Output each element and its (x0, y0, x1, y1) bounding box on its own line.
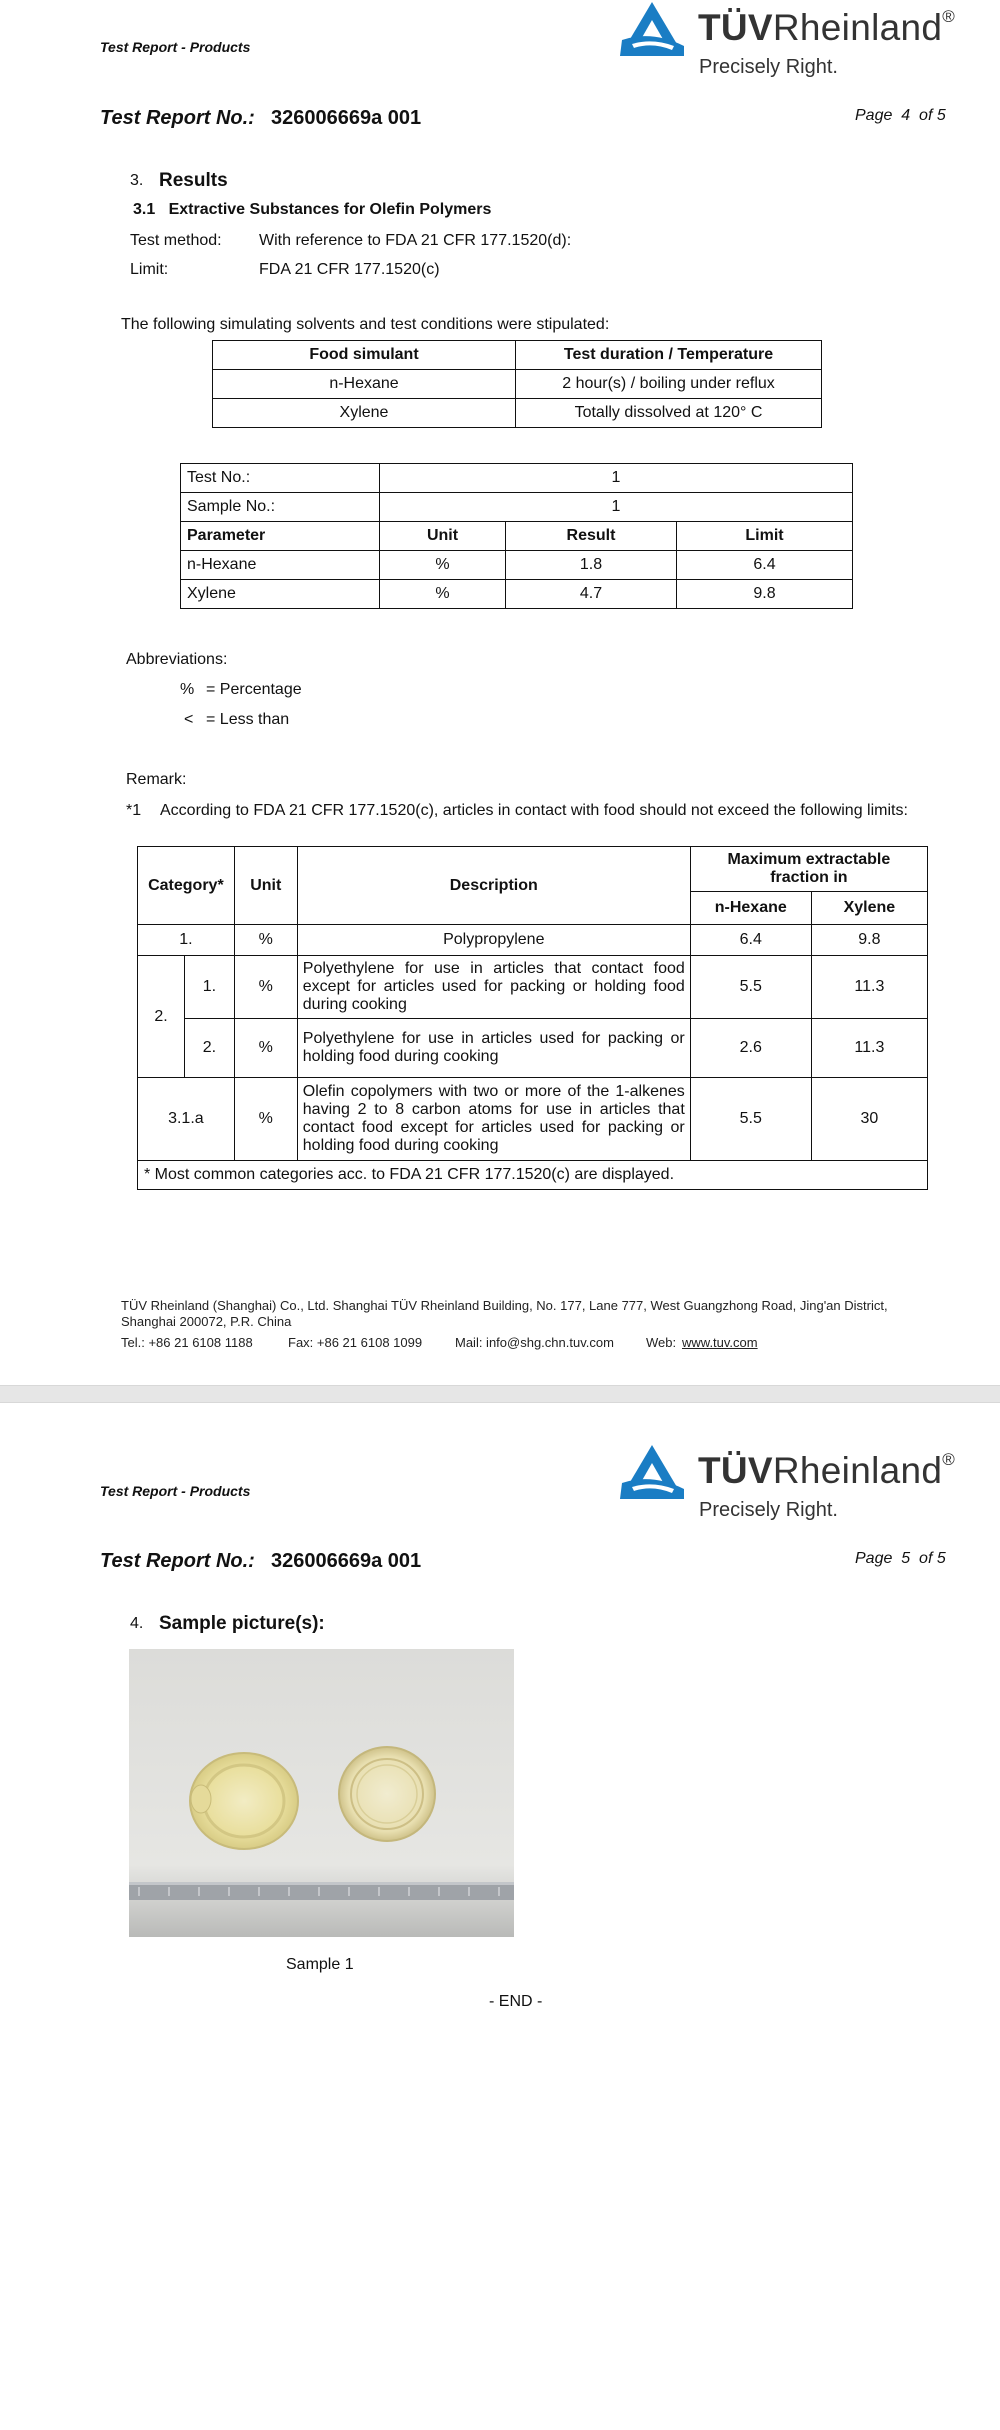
table-cell: 11.3 (811, 956, 927, 1019)
section-title: Sample picture(s): (159, 1613, 325, 1634)
tuv-triangle-logo-icon (618, 0, 686, 58)
table-row (213, 370, 822, 399)
tuv-triangle-logo-icon (618, 1443, 686, 1501)
table-cell: 2.6 (690, 1019, 811, 1078)
table-cell: 2 hour(s) / boiling under reflux (516, 370, 822, 399)
table-cell: n-Hexane (213, 370, 516, 399)
sample-photo-graphic (129, 1649, 514, 1937)
footer-address: TÜV Rheinland (Shanghai) Co., Ltd. Shanghai TÜV Rheinland Building, No. 177, Lane 777, West Guangzhong Road, Jing'an District, Shanghai 200072, P.R. China (121, 1298, 888, 1329)
section-number: 4. (130, 1615, 144, 1632)
table-cell: % (234, 925, 297, 956)
remark-title: Remark: (126, 771, 187, 788)
footer-web-label: Web: (646, 1335, 677, 1350)
conditions-intro: The following simulating solvents and test conditions were stipulated: (121, 316, 610, 333)
table-cell: 2. (138, 956, 185, 1078)
table-cell: 2. (185, 1019, 235, 1078)
remark-text: According to FDA 21 CFR 177.1520(c), articles in contact with food should not exceed the following limits: (160, 802, 908, 819)
brand-bold: TÜV (698, 7, 773, 48)
table-cell: n-Hexane (181, 551, 380, 580)
table-row (138, 956, 928, 1019)
table-header-row (181, 522, 853, 551)
table-cell: Totally dissolved at 120° C (516, 399, 822, 428)
col-header: Parameter (181, 522, 380, 551)
table-row (138, 1161, 928, 1190)
test-method-label: Test method: (130, 232, 222, 249)
table-cell: Polypropylene (297, 925, 690, 956)
table-cell: 1. (185, 956, 235, 1019)
col-header: Test duration / Temperature (516, 341, 822, 370)
table-cell: 1.8 (506, 551, 677, 580)
table-cell: Polyethylene for use in articles used for packing or holding food during cooking (297, 1019, 690, 1078)
col-header: Limit (677, 522, 853, 551)
report-no-label: Test Report No.: (100, 1550, 255, 1572)
table-cell: 6.4 (677, 551, 853, 580)
doc-type-label: Test Report - Products (100, 39, 251, 55)
table-cell: 5.5 (690, 956, 811, 1019)
page-indicator: Page 4 of 5 (855, 107, 946, 124)
sample-no-value: 1 (380, 493, 853, 522)
section-number: 3. (130, 172, 144, 189)
brand-name (698, 1450, 955, 1492)
table-cell: % (380, 580, 506, 609)
abbrev-definition: = Less than (206, 711, 290, 728)
report-page-5 (0, 1403, 1000, 2430)
table-cell: 5.5 (690, 1078, 811, 1161)
table-header-row (138, 847, 928, 892)
registered-mark: ® (942, 1450, 956, 1469)
footer-mail: Mail: info@shg.chn.tuv.com (455, 1335, 614, 1350)
abbrev-symbol: < (184, 711, 194, 728)
table-cell: 9.8 (677, 580, 853, 609)
table-row (181, 464, 853, 493)
table-cell: 4.7 (506, 580, 677, 609)
limit-value: FDA 21 CFR 177.1520(c) (259, 261, 440, 278)
abbrev-definition: = Percentage (206, 681, 302, 698)
table-row (213, 399, 822, 428)
table-cell: 9.8 (811, 925, 927, 956)
limits-table (137, 846, 928, 1190)
table-cell: Xylene (181, 580, 380, 609)
col-header-category: Category* (138, 847, 235, 925)
results-table (180, 463, 853, 609)
footer-web-text[interactable]: www.tuv.com (682, 1335, 758, 1350)
table-row (181, 551, 853, 580)
table-cell: 6.4 (690, 925, 811, 956)
col-header: Result (506, 522, 677, 551)
report-number: 326006669a 001 (271, 107, 422, 129)
abbreviations-title: Abbreviations: (126, 651, 228, 668)
brand-bold: TÜV (698, 1450, 773, 1491)
footer-tel: Tel.: +86 21 6108 1188 (121, 1335, 253, 1350)
page-separator (0, 1385, 1000, 1403)
subsection-title: 3.1 Extractive Substances for Olefin Polymers (133, 201, 492, 218)
table-cell: 30 (811, 1078, 927, 1161)
table-cell: % (234, 1078, 297, 1161)
col-header: Food simulant (213, 341, 516, 370)
doc-type-label: Test Report - Products (100, 1483, 251, 1499)
col-header: Unit (380, 522, 506, 551)
table-cell: 11.3 (811, 1019, 927, 1078)
registered-mark: ® (942, 7, 956, 26)
table-cell: Olefin copolymers with two or more of the 1-alkenes having 2 to 8 carbon atoms for use in articles that contact food except for articles used for packing or holding food during cooking (297, 1078, 690, 1161)
report-number: 326006669a 001 (271, 1550, 422, 1572)
table-row (138, 1019, 928, 1078)
col-header-unit: Unit (234, 847, 297, 925)
table-cell: 1. (138, 925, 235, 956)
col-header-description: Description (297, 847, 690, 925)
brand-rest: Rheinland (772, 7, 943, 48)
table-cell: % (234, 1019, 297, 1078)
abbrev-symbol: % (180, 681, 195, 698)
table-cell: 3.1.a (138, 1078, 235, 1161)
report-no-label: Test Report No.: (100, 107, 255, 129)
test-no-value: 1 (380, 464, 853, 493)
table-cell: Polyethylene for use in articles that contact food except for articles used for packing or holding food during cooking (297, 956, 690, 1019)
table-cell: % (380, 551, 506, 580)
sample-no-label: Sample No.: (181, 493, 380, 522)
limit-label: Limit: (130, 261, 169, 278)
col-header-xylene: Xylene (811, 892, 927, 925)
test-method-value: With reference to FDA 21 CFR 177.1520(d): (259, 232, 572, 249)
table-header-row (213, 341, 822, 370)
photo-caption: Sample 1 (286, 1956, 354, 1973)
table-row (181, 580, 853, 609)
page-indicator: Page 5 of 5 (855, 1550, 946, 1567)
section-title: Results (159, 170, 228, 191)
table-cell: Xylene (213, 399, 516, 428)
table-footnote: * Most common categories acc. to FDA 21 CFR 177.1520(c) are displayed. (138, 1161, 928, 1190)
table-row (138, 925, 928, 956)
footer-fax: Fax: +86 21 6108 1099 (288, 1335, 423, 1350)
brand-tagline: Precisely Right. (699, 1499, 838, 1521)
remark-marker: *1 (126, 802, 142, 819)
test-no-label: Test No.: (181, 464, 380, 493)
sample-photo (129, 1649, 514, 1937)
table-row (181, 493, 853, 522)
conditions-table (212, 340, 822, 428)
footer-web-link[interactable] (682, 1335, 758, 1351)
table-cell: % (234, 956, 297, 1019)
col-header-max-fraction: Maximum extractable fraction in (690, 847, 927, 892)
end-marker: - END - (489, 1993, 543, 2010)
brand-rest: Rheinland (772, 1450, 943, 1491)
table-row (138, 1078, 928, 1161)
brand-tagline: Precisely Right. (699, 56, 838, 78)
col-header-hexane: n-Hexane (690, 892, 811, 925)
brand-name (698, 7, 955, 49)
